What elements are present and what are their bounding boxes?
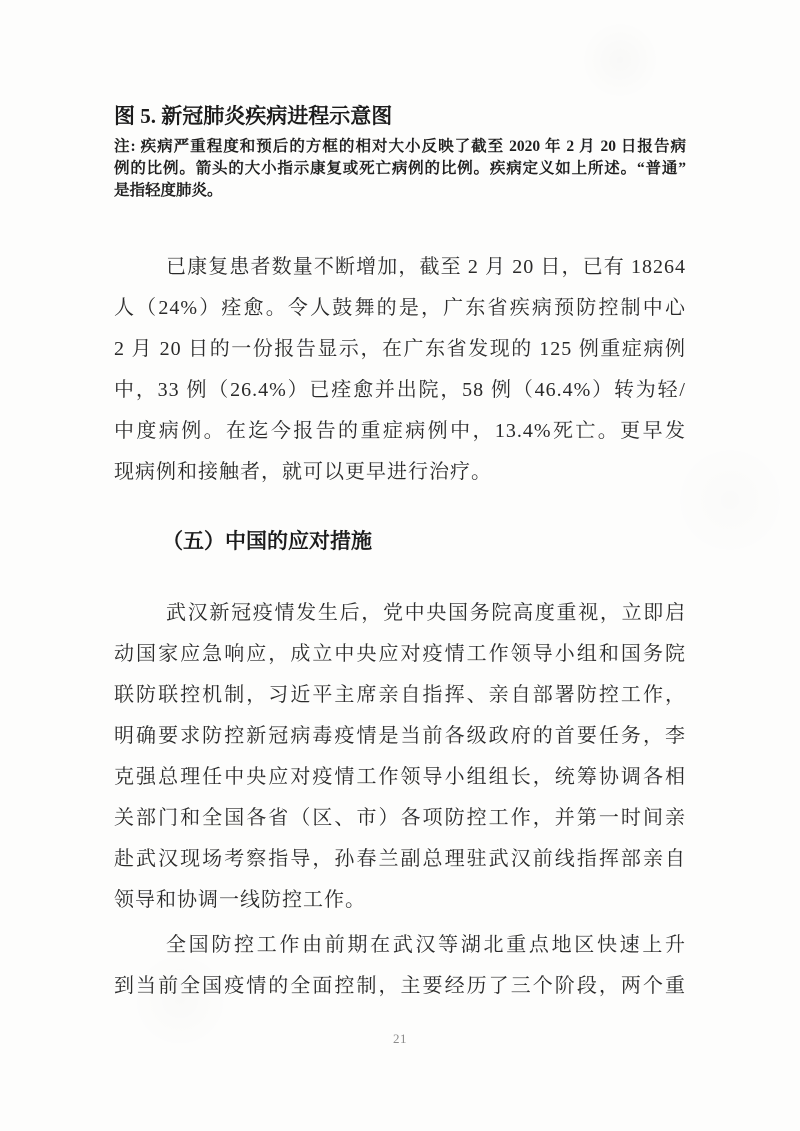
paragraph-line: 赴武汉现场考察指导，孙春兰副总理驻武汉前线指挥部亲自 (114, 848, 686, 870)
paragraph-line: 动国家应急响应，成立中央应对疫情工作领导小组和国务院 (114, 643, 686, 665)
paragraph-line: 武汉新冠疫情发生后，党中央国务院高度重视，立即启 (166, 602, 686, 624)
paragraph-line: 人（24%）痊愈。令人鼓舞的是，广东省疾病预防控制中心 (114, 297, 686, 319)
figure-note-line: 是指轻度肺炎。 (114, 182, 223, 199)
paragraph-line: 明确要求防控新冠病毒疫情是当前各级政府的首要任务，李 (114, 725, 686, 747)
paragraph-response (114, 593, 686, 921)
paragraph-line: 领导和协调一线防控工作。 (114, 889, 366, 911)
figure-caption: 图 5. 新冠肺炎疾病进程示意图 (114, 104, 393, 128)
figure-note (114, 136, 686, 202)
paragraph-stages (114, 925, 686, 1007)
page-content (114, 0, 686, 1007)
paragraph-line: 到当前全国疫情的全面控制，主要经历了三个阶段，两个重 (114, 975, 686, 997)
paragraph-line: 中度病例。在迄今报告的重症病例中，13.4%死亡。更早发 (114, 420, 686, 442)
paragraph-line: 已康复患者数量不断增加，截至 2 月 20 日，已有 18264 (166, 256, 686, 278)
paragraph-line: 中，33 例（26.4%）已痊愈并出院，58 例（46.4%）转为轻/ (114, 379, 686, 401)
paragraph-line: 克强总理任中央应对疫情工作领导小组组长，统筹协调各相 (114, 766, 686, 788)
figure-note-line: 注: 疾病严重程度和预后的方框的相对大小反映了截至 2020 年 2 月 20 日报告病 (114, 138, 686, 155)
figure-note-line: 例的比例。箭头的大小指示康复或死亡病例的比例。疾病定义如上所述。“普通” (114, 160, 686, 177)
paragraph-line: 联防联控机制，习近平主席亲自指挥、亲自部署防控工作， (114, 684, 686, 706)
paragraph-line: 现病例和接触者，就可以更早进行治疗。 (114, 461, 492, 483)
paragraph-line: 全国防控工作由前期在武汉等湖北重点地区快速上升 (166, 934, 686, 956)
page-number: 21 (393, 1031, 407, 1046)
section-heading: （五）中国的应对措施 (162, 529, 372, 553)
paragraph-line: 关部门和全国各省（区、市）各项防控工作，并第一时间亲 (114, 807, 686, 829)
paragraph-line: 2 月 20 日的一份报告显示，在广东省发现的 125 例重症病例 (114, 338, 686, 360)
paragraph-recovery (114, 247, 686, 493)
